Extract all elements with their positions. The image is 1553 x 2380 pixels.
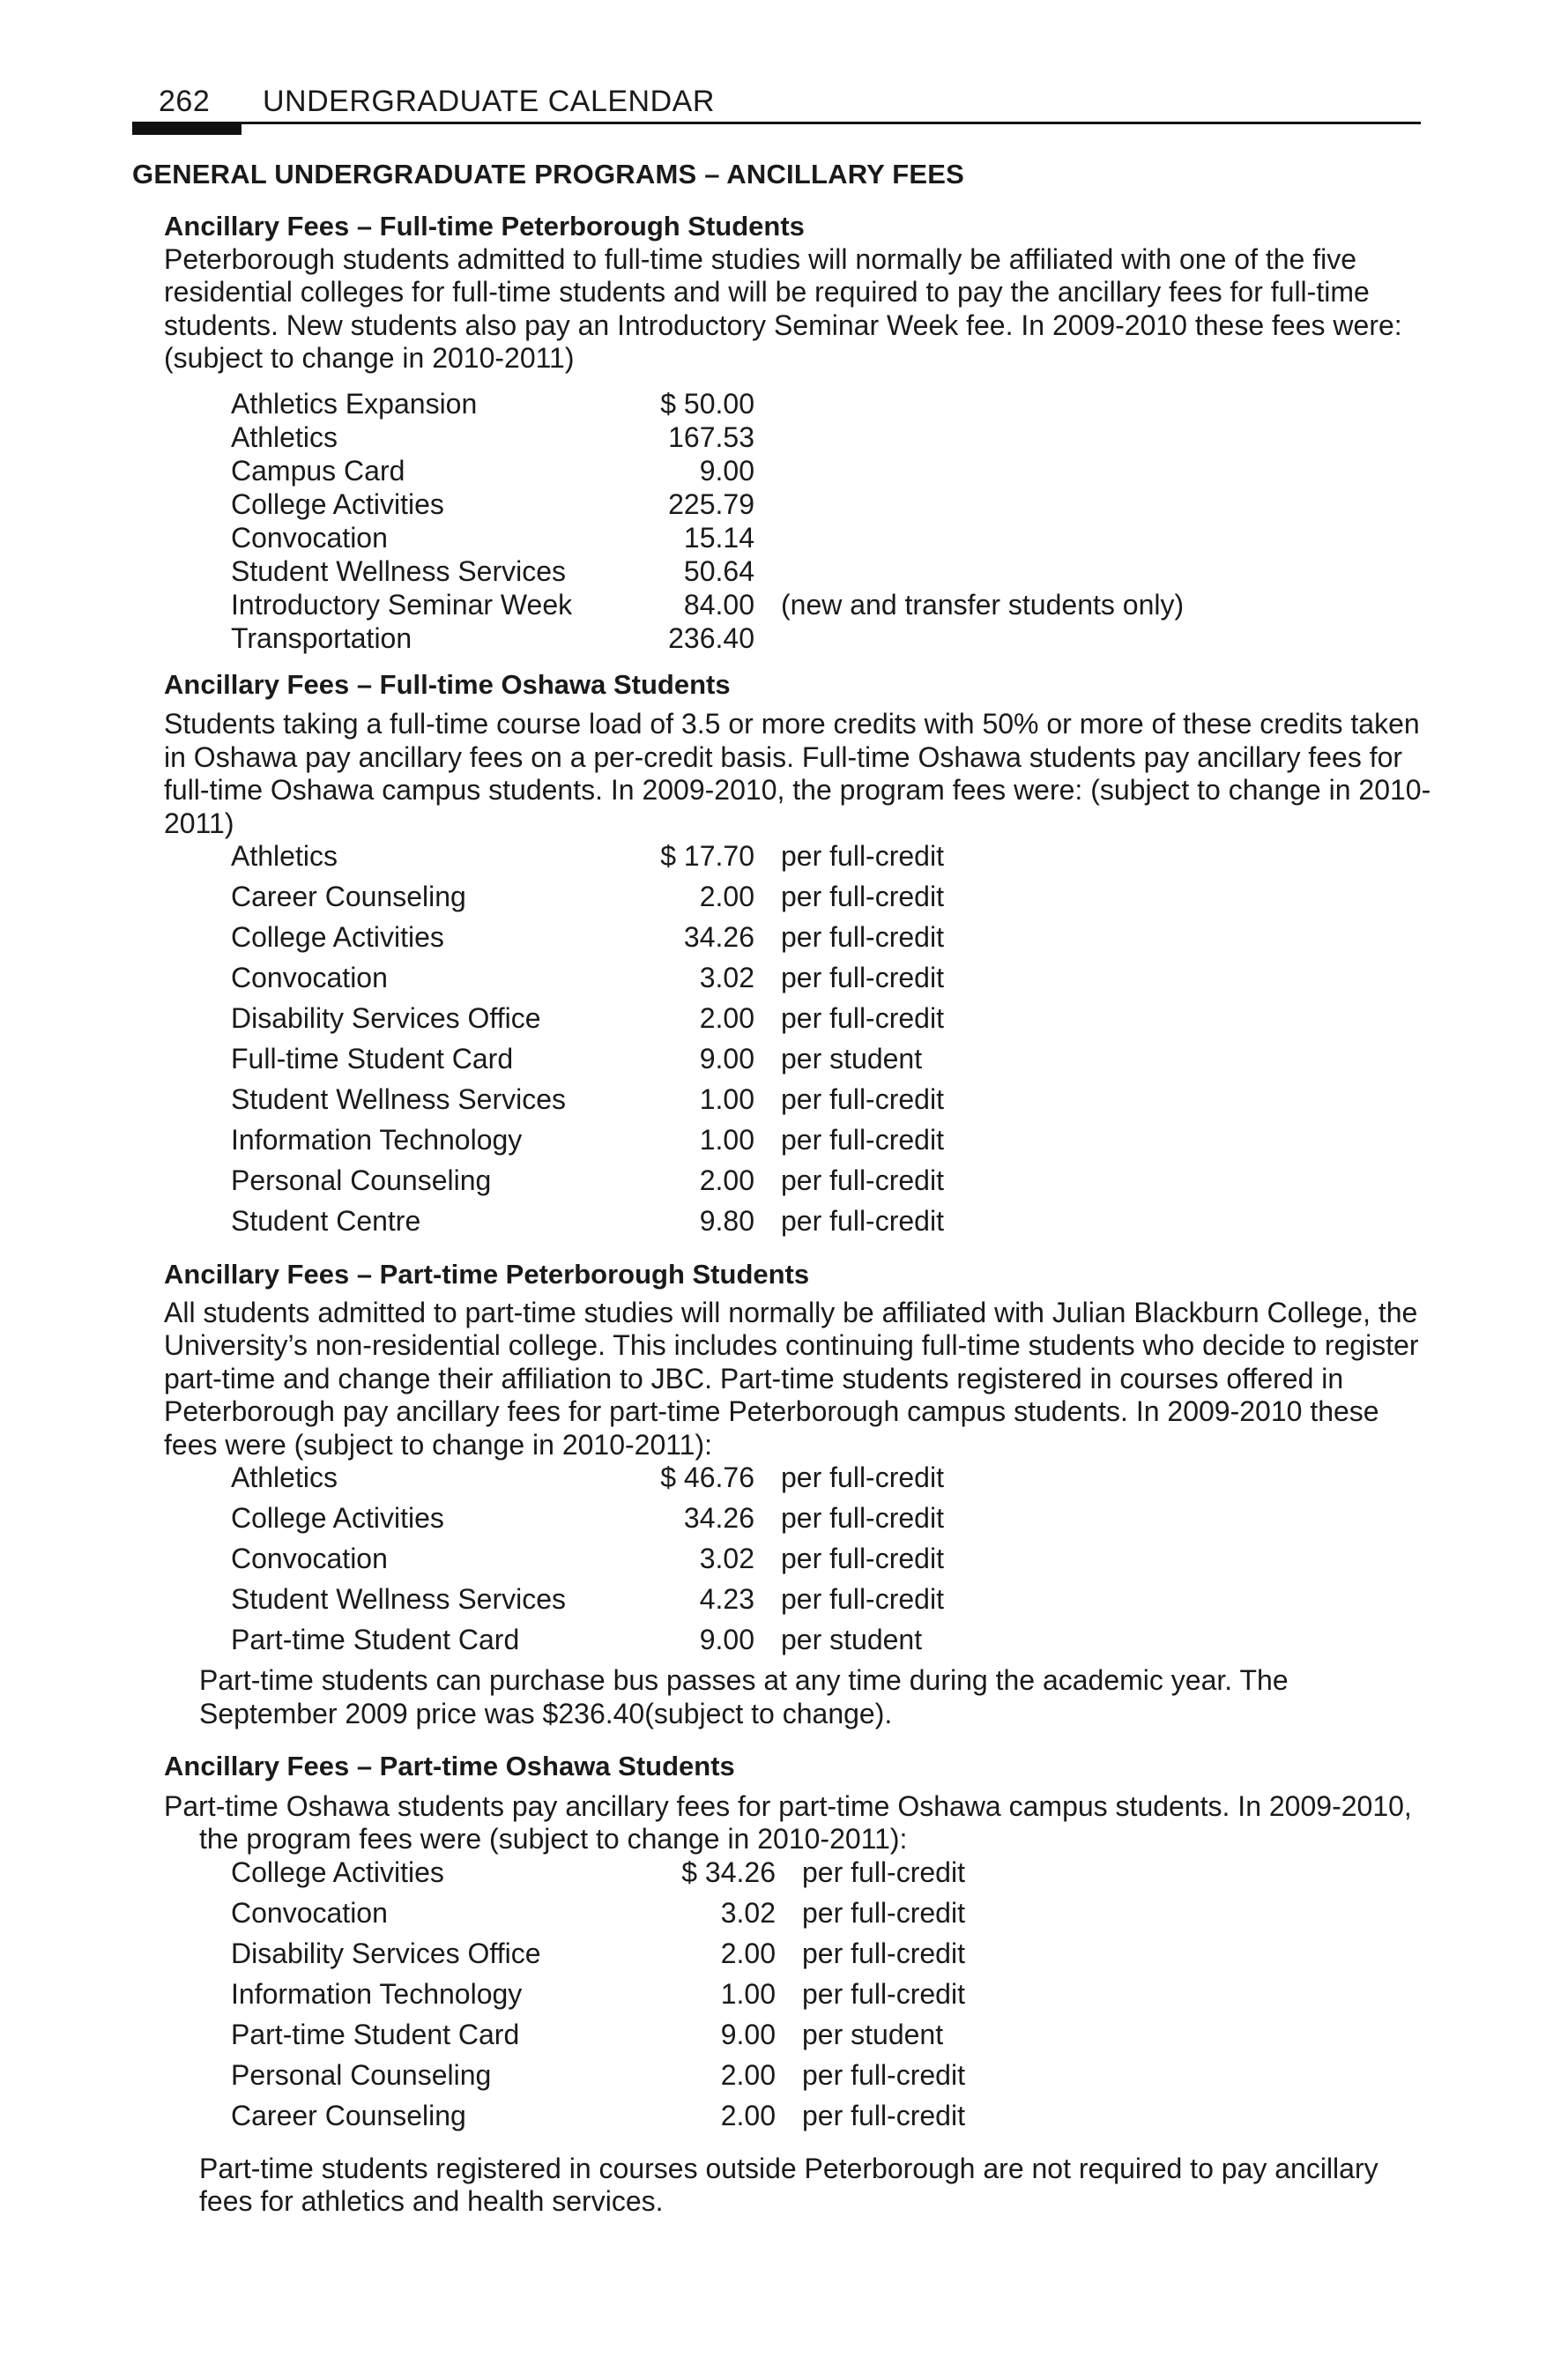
fee-row	[231, 2059, 965, 2100]
fee-name: Student Wellness Services	[231, 1083, 567, 1115]
fee-note: per full-credit	[781, 962, 944, 993]
fee-note: per student	[781, 1043, 923, 1075]
fee-note: per student	[802, 2018, 944, 2050]
fee-row	[231, 421, 1184, 455]
fee-row	[231, 1205, 944, 1246]
fee-amount: 167.53	[668, 420, 754, 453]
fee-amount: 3.02	[720, 1896, 776, 1929]
section-outro: Part-time students registered in courses outside Peterborough are not required to pay ancillary fees for athletics and health services.	[199, 2152, 1378, 2217]
fee-row	[231, 589, 1184, 622]
fee-note	[754, 455, 1184, 488]
section-intro: All students admitted to part-time studies will normally be affiliated with Julian Blackburn College, the University’s non-residential college. This includes continuing full-time students who decide to register part-time and change their affiliation to JBC. Part-time students registered in courses offered in Peterborough pay ancillary fees for part-time Peterborough campus students. In 2009-2010 these fees were (subject to change in 2010-2011):	[164, 1296, 1419, 1461]
fee-name: Full-time Student Card	[231, 1043, 514, 1075]
fee-note: per full-credit	[781, 881, 944, 912]
fee-row	[231, 1583, 944, 1624]
fee-amount: 1.00	[720, 1977, 776, 2010]
running-title: UNDERGRADUATE CALENDAR	[263, 85, 715, 118]
fee-amount: 236.40	[668, 621, 754, 654]
fee-amount: 9.00	[699, 454, 754, 487]
fee-amount: $ 17.70	[660, 840, 754, 872]
fee-row	[231, 2019, 965, 2059]
fee-row	[231, 2100, 965, 2140]
fee-row	[231, 881, 944, 921]
fee-amount: $ 50.00	[660, 387, 754, 420]
fee-note: per full-credit	[781, 1543, 944, 1574]
fee-name: Athletics	[231, 420, 338, 453]
fee-row	[231, 1043, 944, 1083]
fee-name: Disability Services Office	[231, 1002, 541, 1034]
section-outro: Part-time students can purchase bus passes at any time during the academic year. The September 2009 price was $236.40(subject to change).	[199, 1664, 1289, 1729]
fee-note: per full-credit	[802, 1856, 965, 1888]
fee-row	[231, 522, 1184, 555]
section-parttime-peterborough	[164, 1258, 1433, 1730]
fee-name: Personal Counseling	[231, 2058, 492, 2091]
fee-amount: $ 34.26	[681, 1856, 776, 1888]
fee-name: Campus Card	[231, 454, 405, 487]
fee-name: College Activities	[231, 487, 444, 520]
fee-name: Career Counseling	[231, 2099, 466, 2131]
fee-row	[231, 962, 944, 1002]
fee-note: per full-credit	[802, 2058, 965, 2091]
page-content	[164, 210, 1433, 2219]
fee-amount: 84.00	[683, 588, 754, 621]
section-heading: Ancillary Fees – Full-time Oshawa Students	[164, 668, 731, 700]
fee-amount: 9.80	[699, 1205, 754, 1237]
fee-note	[754, 622, 1184, 656]
fee-name: Part-time Student Card	[231, 2018, 520, 2050]
fee-row	[231, 1978, 965, 2019]
fee-row	[231, 1624, 944, 1664]
fee-note	[754, 488, 1184, 522]
fee-name: Convocation	[231, 521, 388, 554]
fee-amount: 9.00	[720, 2018, 776, 2050]
fee-amount: 225.79	[668, 487, 754, 520]
fee-amount: 1.00	[699, 1124, 754, 1156]
fee-amount: 2.00	[720, 2099, 776, 2131]
section-intro: Peterborough students admitted to full-time studies will normally be affiliated with one of the five residential colleges for full-time students and will be required to pay the ancillary fees for full-time students. New students also pay an Introductory Seminar Week fee. In 2009-2010 these fees were: (subject to change in 2010-2011)	[164, 242, 1402, 374]
fee-name: College Activities	[231, 921, 444, 953]
fee-note: per full-credit	[802, 1977, 965, 2010]
fee-row	[231, 1164, 944, 1205]
fee-name: Part-time Student Card	[231, 1624, 520, 1655]
fee-note: per full-credit	[781, 1502, 944, 1534]
fee-row	[231, 921, 944, 962]
fee-name: Career Counseling	[231, 881, 466, 912]
fee-row	[231, 1502, 944, 1543]
fee-table	[231, 840, 944, 1246]
fee-name: Transportation	[231, 621, 412, 654]
fee-note: per full-credit	[802, 1896, 965, 1929]
fee-note: per full-credit	[781, 1124, 944, 1156]
fee-note	[754, 421, 1184, 455]
fee-name: Athletics	[231, 840, 338, 872]
fee-name: Student Wellness Services	[231, 554, 567, 587]
fee-amount: 9.00	[699, 1624, 754, 1655]
fee-name: Athletics Expansion	[231, 387, 478, 420]
section-fulltime-oshawa	[164, 668, 1433, 1246]
fee-amount: 2.00	[699, 1002, 754, 1034]
fee-note	[754, 522, 1184, 555]
fee-note: per full-credit	[781, 1083, 944, 1115]
fee-row	[231, 1083, 944, 1124]
fee-note: per full-credit	[802, 2099, 965, 2131]
fee-row	[231, 555, 1184, 589]
fee-row	[231, 1543, 944, 1583]
fee-amount: 2.00	[720, 1937, 776, 1969]
fee-row	[231, 840, 944, 881]
fee-note: per student	[781, 1624, 923, 1655]
fee-note: per full-credit	[781, 1164, 944, 1196]
fee-name: Information Technology	[231, 1977, 523, 2010]
fee-row	[231, 455, 1184, 488]
fee-row	[231, 1937, 965, 1978]
fee-name: Convocation	[231, 962, 388, 993]
fee-note: per full-credit	[781, 1205, 944, 1237]
fee-name: College Activities	[231, 1502, 444, 1534]
fee-name: Disability Services Office	[231, 1937, 541, 1969]
fee-amount: 3.02	[699, 962, 754, 993]
fee-amount: 2.00	[699, 1164, 754, 1196]
fee-amount: 1.00	[699, 1083, 754, 1115]
fee-table	[231, 1461, 944, 1664]
fee-amount: 34.26	[683, 1502, 754, 1534]
section-fulltime-peterborough	[164, 210, 1433, 656]
fee-name: Information Technology	[231, 1124, 523, 1156]
fee-row	[231, 488, 1184, 522]
fee-name: Athletics	[231, 1461, 338, 1493]
fee-name: Personal Counseling	[231, 1164, 492, 1196]
fee-name: Convocation	[231, 1543, 388, 1574]
section-heading: Ancillary Fees – Full-time Peterborough Students	[164, 211, 805, 242]
fee-note	[754, 388, 1184, 421]
fee-amount: 9.00	[699, 1043, 754, 1075]
fee-amount: 34.26	[683, 921, 754, 953]
fee-table	[231, 1856, 965, 2140]
fee-row	[231, 1124, 944, 1164]
section-parttime-oshawa	[164, 1750, 1433, 2219]
page-title: GENERAL UNDERGRADUATE PROGRAMS – ANCILLARY FEES	[132, 159, 965, 190]
fee-amount: 4.23	[699, 1583, 754, 1615]
section-intro: Part-time Oshawa students pay ancillary fees for part-time Oshawa campus students. In 2009-2010, the program fees were (subject to change in 2010-2011):	[164, 1789, 1412, 1855]
fee-name: Introductory Seminar Week	[231, 588, 573, 621]
fee-name: College Activities	[231, 1856, 444, 1888]
running-header	[159, 85, 715, 119]
fee-note: per full-credit	[781, 1002, 944, 1034]
page-number: 262	[159, 85, 211, 118]
section-heading: Ancillary Fees – Part-time Oshawa Students	[164, 1751, 735, 1781]
fee-amount: 3.02	[699, 1543, 754, 1574]
fee-amount: 2.00	[699, 881, 754, 912]
fee-note	[754, 555, 1184, 589]
section-intro: Students taking a full-time course load of 3.5 or more credits with 50% or more of these credits taken in Oshawa pay ancillary fees on a per-credit basis. Full-time Oshawa students pay ancillary fees for full-time Oshawa campus students. In 2009-2010, the program fees were: (subject to change in 2010-2011)	[164, 708, 1431, 839]
fee-note: per full-credit	[781, 1461, 944, 1493]
header-bar-accent	[132, 124, 241, 135]
fee-row	[231, 1897, 965, 1937]
fee-row	[231, 1856, 965, 1897]
fee-table	[231, 388, 1184, 656]
section-heading: Ancillary Fees – Part-time Peterborough Students	[164, 1259, 810, 1290]
fee-note: (new and transfer students only)	[781, 588, 1185, 621]
fee-row	[231, 622, 1184, 656]
fee-row	[231, 1461, 944, 1502]
fee-note: per full-credit	[781, 1583, 944, 1615]
fee-name: Convocation	[231, 1896, 388, 1929]
fee-amount: 50.64	[683, 554, 754, 587]
fee-amount: $ 46.76	[660, 1461, 754, 1493]
fee-row	[231, 1002, 944, 1043]
fee-amount: 2.00	[720, 2058, 776, 2091]
fee-note: per full-credit	[781, 921, 944, 953]
fee-name: Student Wellness Services	[231, 1583, 567, 1615]
fee-row	[231, 388, 1184, 421]
header-rule	[132, 122, 1421, 124]
fee-name: Student Centre	[231, 1205, 421, 1237]
fee-note: per full-credit	[781, 840, 944, 872]
fee-note: per full-credit	[802, 1937, 965, 1969]
fee-amount: 15.14	[683, 521, 754, 554]
